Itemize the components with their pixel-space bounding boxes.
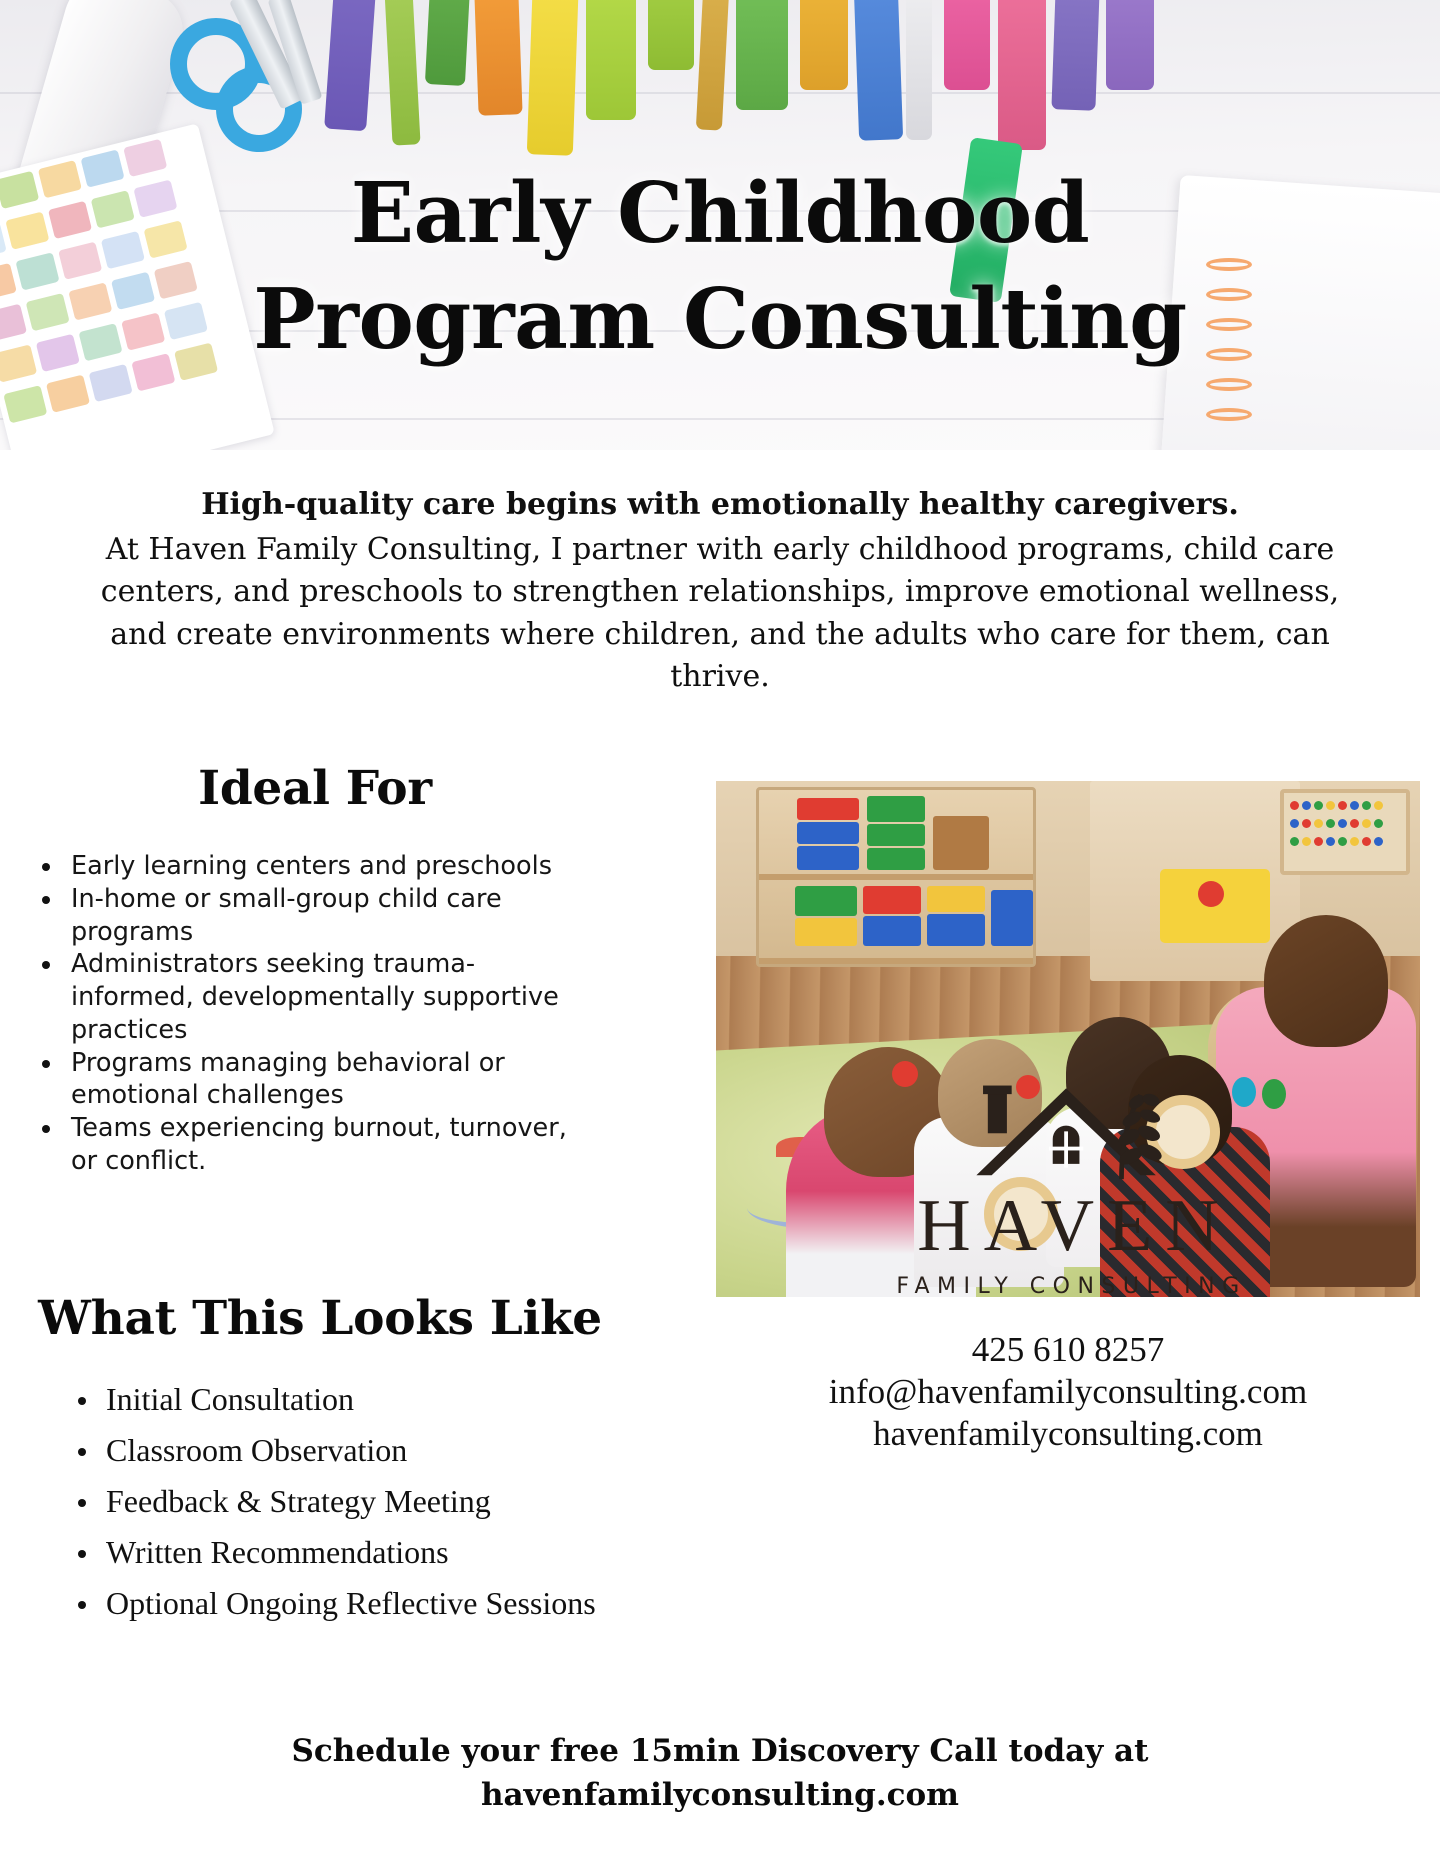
list-item: Feedback & Strategy Meeting (72, 1482, 700, 1521)
list-item: Teams experiencing burnout, turnover, or conflict. (34, 1112, 594, 1178)
what-this-looks-like-column (0, 1291, 700, 1635)
toy-shelf-icon (756, 787, 1036, 967)
house-roof-with-leaf-branch-icon (953, 1076, 1183, 1181)
list-item: Administrators seeking trauma-informed, developmentally supportive practices (34, 948, 594, 1046)
list-item: Classroom Observation (72, 1431, 700, 1470)
marker-icon (586, 0, 636, 120)
marker-icon (324, 0, 378, 131)
list-item: Written Recommendations (72, 1533, 700, 1572)
teacher-head (1264, 915, 1388, 1047)
hero-banner (0, 0, 1440, 450)
pencil-icon (383, 0, 420, 146)
contact-phone[interactable]: 425 610 8257 (971, 1330, 1165, 1369)
intro-lead-text: High-quality care begins with emotionally healthy caregivers. (201, 487, 1239, 522)
toy-ball-icon (1198, 881, 1224, 907)
page-title-line-1: Early Childhood (350, 164, 1090, 262)
brand-tagline: FAMILY CONSULTING (896, 1274, 1247, 1299)
list-item: Programs managing behavioral or emotional challenges (34, 1047, 594, 1113)
cta-line-1: Schedule your free 15min Discovery Call today at (291, 1732, 1149, 1769)
pencil-icon (696, 0, 730, 131)
call-to-action (0, 1729, 1440, 1817)
notebook-coil-icon (1206, 378, 1252, 391)
what-this-looks-like-heading: What This Looks Like (38, 1290, 602, 1346)
contact-email[interactable]: info@havenfamilyconsulting.com (828, 1372, 1308, 1411)
abacus-icon (1280, 789, 1410, 875)
cta-line-2[interactable]: havenfamilyconsulting.com (480, 1776, 959, 1813)
page-title-line-2: Program Consulting (253, 270, 1187, 369)
intro-body-text: At Haven Family Consulting, I partner with early childhood programs, child care centers, and preschools to strengthen relationships, improve emotional wellness, and create environments where children, and the adults who care for them, can thrive. (100, 531, 1340, 695)
marker-icon (1051, 0, 1100, 111)
ideal-for-column (0, 761, 700, 1178)
marker-icon (736, 0, 788, 110)
marker-icon (527, 0, 579, 156)
marker-icon (998, 0, 1046, 150)
brand-wordmark: HAVEN (917, 1185, 1232, 1267)
ideal-for-list (34, 850, 700, 1178)
marker-icon (800, 0, 848, 90)
ideal-for-heading: Ideal For (198, 760, 432, 816)
contact-website[interactable]: havenfamilyconsulting.com (873, 1414, 1263, 1453)
marker-icon (944, 0, 990, 90)
list-item: Early learning centers and preschools (34, 850, 594, 883)
marker-icon (648, 0, 694, 70)
page-title (0, 160, 1440, 372)
what-this-looks-like-list (72, 1380, 700, 1623)
brand-block (716, 1076, 1420, 1455)
list-item: In-home or small-group child care programs (34, 883, 594, 949)
notebook-coil-icon (1206, 408, 1252, 421)
list-item: Optional Ongoing Reflective Sessions (72, 1584, 700, 1623)
intro-block (30, 484, 1410, 699)
marker-icon (853, 0, 903, 141)
list-item: Initial Consultation (72, 1380, 700, 1419)
contact-block (716, 1329, 1420, 1455)
marker-icon (1106, 0, 1154, 90)
marker-icon (425, 0, 471, 86)
marker-icon (473, 0, 522, 116)
pencil-icon (906, 0, 932, 140)
